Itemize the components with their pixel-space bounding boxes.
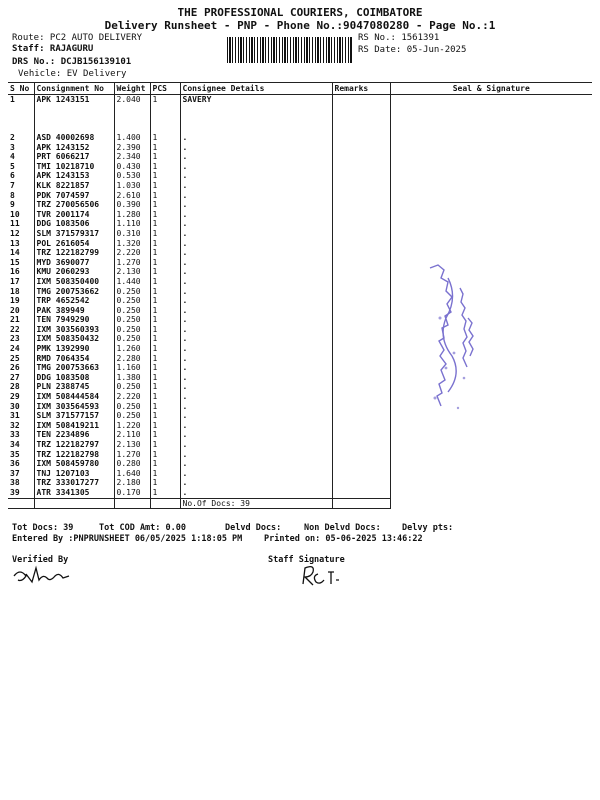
row-pcs: 1	[150, 402, 180, 412]
row-remarks	[332, 143, 390, 153]
col-pcs: PCS	[150, 83, 180, 95]
row-consignment-no: DDG 1083508	[34, 373, 114, 383]
row-sno: 23	[10, 334, 20, 344]
row-remarks	[332, 334, 390, 344]
row-pcs: 1	[150, 325, 180, 335]
row-sno: 39	[10, 487, 20, 497]
row-remarks	[332, 382, 390, 392]
row-sno: 33	[10, 430, 20, 440]
row-pcs: 1	[150, 162, 180, 172]
row-consignee: .	[180, 363, 332, 373]
row-consignee: .	[180, 296, 332, 306]
row-sno: 37	[10, 468, 20, 478]
row-pcs: 1	[150, 277, 180, 287]
row-sno: 35	[10, 449, 20, 459]
row-consignee: .	[180, 382, 332, 392]
row-consignee: .	[180, 210, 332, 220]
row-consignment-no: TMI 10218710	[34, 162, 114, 172]
row-sno: 4	[10, 152, 15, 162]
row-remarks	[332, 181, 390, 191]
vehicle-label: Vehicle: EV Delivery	[18, 69, 127, 79]
row-remarks	[332, 287, 390, 297]
row-pcs: 1	[150, 411, 180, 421]
row-consignment-no: TRZ 122182798	[34, 450, 114, 460]
row-pcs: 1	[150, 181, 180, 191]
col-signature: Seal & Signature	[390, 83, 592, 95]
row-sno: 2	[10, 133, 15, 142]
row-remarks	[332, 296, 390, 306]
row-pcs: 1	[150, 334, 180, 344]
row-sno: 36	[10, 459, 20, 469]
row-remarks	[332, 469, 390, 479]
row-consignment-no: RMD 7064354	[34, 354, 114, 364]
row-consignee: .	[180, 315, 332, 325]
row-weight: 2.110	[114, 430, 150, 440]
docs-count-cell	[8, 498, 34, 509]
row-weight: 1.270	[114, 258, 150, 268]
row-weight: 1.110	[114, 219, 150, 229]
row-remarks	[332, 440, 390, 450]
row-consignee: .	[180, 219, 332, 229]
row-pcs: 1	[150, 344, 180, 354]
row-consignment-no: POL 2616054	[34, 239, 114, 249]
row-consignment-no: PAK 389949	[34, 306, 114, 316]
row-weight: 0.280	[114, 459, 150, 469]
row-remarks	[332, 277, 390, 287]
row-pcs: 1	[150, 229, 180, 239]
row-consignment-no: IXM 508350432	[34, 334, 114, 344]
row-consignment-no: APK 1243151	[34, 95, 114, 134]
row-consignee: .	[180, 162, 332, 172]
row-pcs: 1	[150, 287, 180, 297]
row-consignee: .	[180, 191, 332, 201]
row-remarks	[332, 325, 390, 335]
row-consignment-no: KLK 8221857	[34, 181, 114, 191]
row-weight: 2.280	[114, 354, 150, 364]
docs-count-cell	[34, 498, 114, 509]
row-remarks	[332, 478, 390, 488]
row-sno: 17	[10, 276, 20, 286]
row-weight: 2.220	[114, 392, 150, 402]
row-sno: 10	[10, 209, 20, 219]
row-weight: 0.250	[114, 382, 150, 392]
row-sno: 26	[10, 363, 20, 373]
row-remarks	[332, 354, 390, 364]
row-consignee: .	[180, 411, 332, 421]
row-consignee: .	[180, 373, 332, 383]
col-weight: Weight	[114, 83, 150, 95]
row-weight: 0.250	[114, 334, 150, 344]
col-remarks: Remarks	[332, 83, 390, 95]
rs-number: RS No.: 1561391	[358, 33, 440, 43]
row-pcs: 1	[150, 478, 180, 488]
row-remarks	[332, 373, 390, 383]
row-consignment-no: PMK 1392990	[34, 344, 114, 354]
row-weight: 1.400	[114, 133, 150, 143]
row-weight: 1.320	[114, 239, 150, 249]
row-sno: 32	[10, 420, 20, 430]
row-weight: 2.130	[114, 267, 150, 277]
row-sno: 15	[10, 257, 20, 267]
row-consignee: .	[180, 200, 332, 210]
row-pcs: 1	[150, 450, 180, 460]
row-sno: 5	[10, 161, 15, 171]
row-consignment-no: IXM 303560393	[34, 325, 114, 335]
table-header-row	[8, 83, 592, 95]
row-consignee: .	[180, 143, 332, 153]
row-sno: 31	[10, 411, 20, 421]
row-remarks	[332, 95, 390, 134]
row-weight: 2.180	[114, 478, 150, 488]
row-pcs: 1	[150, 191, 180, 201]
rs-date: RS Date: 05-Jun-2025	[358, 45, 467, 55]
row-consignment-no: TRZ 122182799	[34, 248, 114, 258]
row-sno: 16	[10, 267, 20, 277]
row-sno: 24	[10, 344, 20, 354]
row-consignee: .	[180, 267, 332, 277]
row-consignee: .	[180, 450, 332, 460]
row-consignment-no: IXM 508459780	[34, 459, 114, 469]
row-consignment-no: SLM 371577157	[34, 411, 114, 421]
row-consignment-no: IXM 508350400	[34, 277, 114, 287]
row-consignee: .	[180, 248, 332, 258]
row-sno: 14	[10, 248, 20, 258]
row-pcs: 1	[150, 267, 180, 277]
delivery-stamp	[420, 258, 480, 433]
col-consignment: Consignment No	[34, 83, 114, 95]
row-weight: 0.250	[114, 402, 150, 412]
row-sno: 6	[10, 171, 15, 181]
row-remarks	[332, 239, 390, 249]
staff-signature-label: Staff Signature	[268, 555, 345, 565]
row-consignee: .	[180, 440, 332, 450]
row-consignee: .	[180, 239, 332, 249]
row-remarks	[332, 402, 390, 412]
row-sno: 38	[10, 478, 20, 488]
row-consignment-no: TVR 2001174	[34, 210, 114, 220]
row-consignment-no: MYD 3690077	[34, 258, 114, 268]
row-sno: 7	[10, 180, 15, 190]
row-remarks	[332, 450, 390, 460]
row-remarks	[332, 306, 390, 316]
row-weight: 2.610	[114, 191, 150, 201]
row-consignee: .	[180, 181, 332, 191]
runsheet-subtitle: Delivery Runsheet - PNP - Phone No.:9047080280 - Page No.:1	[104, 19, 496, 32]
row-sno: 11	[10, 219, 20, 229]
row-weight: 1.160	[114, 363, 150, 373]
delivered-docs: Delvd Docs:	[225, 523, 282, 533]
row-consignment-no: PRT 6066217	[34, 152, 114, 162]
row-weight: 2.040	[114, 95, 150, 134]
table-row	[8, 95, 592, 134]
row-remarks	[332, 162, 390, 172]
row-remarks	[332, 315, 390, 325]
row-remarks	[332, 248, 390, 258]
row-remarks	[332, 152, 390, 162]
row-pcs: 1	[150, 296, 180, 306]
docs-count-cell	[332, 498, 390, 509]
row-pcs: 1	[150, 200, 180, 210]
row-consignee: .	[180, 488, 332, 498]
row-consignee: .	[180, 459, 332, 469]
row-pcs: 1	[150, 133, 180, 143]
row-consignment-no: ATR 3341305	[34, 488, 114, 498]
row-weight: 1.380	[114, 373, 150, 383]
row-consignee: .	[180, 344, 332, 354]
staff-label: Staff: RAJAGURU	[12, 44, 94, 54]
delivery-points: Delvy pts:	[402, 523, 454, 533]
row-remarks	[332, 344, 390, 354]
row-consignment-no: IXM 303564593	[34, 402, 114, 412]
row-consignment-no: ASD 40002698	[34, 133, 114, 143]
row-pcs: 1	[150, 459, 180, 469]
staff-signature-icon	[300, 562, 340, 588]
row-pcs: 1	[150, 95, 180, 134]
row-consignee: .	[180, 392, 332, 402]
row-weight: 1.640	[114, 469, 150, 479]
row-consignee: .	[180, 258, 332, 268]
row-consignment-no: IXM 508419211	[34, 421, 114, 431]
row-consignee: SAVERY	[180, 95, 332, 134]
row-pcs: 1	[150, 315, 180, 325]
row-pcs: 1	[150, 382, 180, 392]
row-weight: 0.390	[114, 200, 150, 210]
row-weight: 1.270	[114, 450, 150, 460]
drs-number: DRS No.: DCJB156139101	[12, 57, 132, 67]
row-sno: 30	[10, 401, 20, 411]
row-weight: 0.250	[114, 296, 150, 306]
row-remarks	[332, 229, 390, 239]
row-sno: 27	[10, 372, 20, 382]
row-sno: 3	[10, 142, 15, 152]
row-consignee: .	[180, 334, 332, 344]
row-remarks	[332, 171, 390, 181]
row-weight: 2.220	[114, 248, 150, 258]
col-sno: S No	[8, 83, 34, 95]
row-consignment-no: SLM 371579317	[34, 229, 114, 239]
row-remarks	[332, 421, 390, 431]
row-sno: 13	[10, 238, 20, 248]
row-pcs: 1	[150, 210, 180, 220]
row-consignee: .	[180, 325, 332, 335]
printed-on: Printed on: 05-06-2025 13:46:22	[264, 534, 423, 544]
row-sno: 22	[10, 324, 20, 334]
row-remarks	[332, 210, 390, 220]
row-consignment-no: TRP 4652542	[34, 296, 114, 306]
row-sno: 8	[10, 190, 15, 200]
non-delivered-docs: Non Delvd Docs:	[304, 523, 381, 533]
row-weight: 0.250	[114, 287, 150, 297]
row-remarks	[332, 459, 390, 469]
row-consignee: .	[180, 354, 332, 364]
row-sno: 28	[10, 382, 20, 392]
row-sno: 29	[10, 392, 20, 402]
row-consignee: .	[180, 469, 332, 479]
row-remarks	[332, 363, 390, 373]
barcode-icon	[227, 37, 352, 63]
row-remarks	[332, 267, 390, 277]
row-consignee: .	[180, 421, 332, 431]
row-remarks	[332, 191, 390, 201]
row-consignee: .	[180, 171, 332, 181]
no-of-docs: No.Of Docs: 39	[180, 498, 332, 509]
row-sno: 20	[10, 305, 20, 315]
row-weight: 0.250	[114, 325, 150, 335]
row-pcs: 1	[150, 421, 180, 431]
row-remarks	[332, 219, 390, 229]
row-consignment-no: TRZ 333017277	[34, 478, 114, 488]
row-sno: 1	[10, 95, 15, 104]
row-consignment-no: TRZ 270056506	[34, 200, 114, 210]
verifier-signature-icon	[12, 562, 74, 586]
row-weight: 0.530	[114, 171, 150, 181]
row-remarks	[332, 133, 390, 143]
row-sno: 19	[10, 296, 20, 306]
row-consignment-no: TEN 2234896	[34, 430, 114, 440]
row-remarks	[332, 488, 390, 498]
row-consignee: .	[180, 152, 332, 162]
runsheet-table	[8, 82, 592, 509]
docs-count-cell	[114, 498, 150, 509]
row-pcs: 1	[150, 469, 180, 479]
col-consignee: Consignee Details	[180, 83, 332, 95]
row-consignment-no: IXM 508444584	[34, 392, 114, 402]
row-weight: 1.280	[114, 210, 150, 220]
row-consignment-no: TMG 200753662	[34, 287, 114, 297]
row-pcs: 1	[150, 488, 180, 498]
row-remarks	[332, 411, 390, 421]
row-pcs: 1	[150, 152, 180, 162]
row-sno: 12	[10, 228, 20, 238]
row-weight: 0.250	[114, 306, 150, 316]
row-pcs: 1	[150, 373, 180, 383]
row-sno: 18	[10, 286, 20, 296]
row-consignee: .	[180, 478, 332, 488]
row-pcs: 1	[150, 354, 180, 364]
row-pcs: 1	[150, 363, 180, 373]
row-consignee: .	[180, 402, 332, 412]
row-consignment-no: TNJ 1207103	[34, 469, 114, 479]
row-consignee: .	[180, 277, 332, 287]
row-pcs: 1	[150, 239, 180, 249]
row-weight: 2.390	[114, 143, 150, 153]
row-consignee: .	[180, 133, 332, 143]
company-title: THE PROFESSIONAL COURIERS, COIMBATORE	[177, 6, 423, 19]
total-docs: Tot Docs: 39	[12, 523, 74, 533]
row-weight: 1.220	[114, 421, 150, 431]
row-weight: 0.250	[114, 315, 150, 325]
row-weight: 0.310	[114, 229, 150, 239]
row-weight: 2.130	[114, 440, 150, 450]
row-pcs: 1	[150, 392, 180, 402]
row-consignee: .	[180, 306, 332, 316]
docs-count-cell	[150, 498, 180, 509]
row-consignment-no: APK 1243153	[34, 171, 114, 181]
row-pcs: 1	[150, 430, 180, 440]
row-sno: 25	[10, 353, 20, 363]
row-remarks	[332, 200, 390, 210]
row-pcs: 1	[150, 306, 180, 316]
row-remarks	[332, 430, 390, 440]
row-consignment-no: DDG 1083506	[34, 219, 114, 229]
row-consignee: .	[180, 430, 332, 440]
row-weight: 1.440	[114, 277, 150, 287]
row-weight: 0.430	[114, 162, 150, 172]
row-consignment-no: TRZ 122182797	[34, 440, 114, 450]
row-consignment-no: TMG 200753663	[34, 363, 114, 373]
row-consignee: .	[180, 229, 332, 239]
route-label: Route: PC2 AUTO DELIVERY	[12, 33, 143, 43]
row-remarks	[332, 392, 390, 402]
row-consignment-no: PLN 2388745	[34, 382, 114, 392]
row-consignment-no: TEN 7949290	[34, 315, 114, 325]
row-consignment-no: KMU 2060293	[34, 267, 114, 277]
row-weight: 1.260	[114, 344, 150, 354]
row-weight: 0.170	[114, 488, 150, 498]
row-consignment-no: PDK 7074597	[34, 191, 114, 201]
row-sno: 34	[10, 440, 20, 449]
row-pcs: 1	[150, 258, 180, 268]
row-consignee: .	[180, 287, 332, 297]
total-cod: Tot COD Amt: 0.00	[99, 523, 186, 533]
row-pcs: 1	[150, 171, 180, 181]
row-weight: 1.030	[114, 181, 150, 191]
row-pcs: 1	[150, 143, 180, 153]
verified-by-label: Verified By	[12, 555, 69, 565]
row-weight: 2.340	[114, 152, 150, 162]
row-weight: 0.250	[114, 411, 150, 421]
row-pcs: 1	[150, 248, 180, 258]
row-pcs: 1	[150, 440, 180, 450]
entered-by: Entered By :PNPRUNSHEET 06/05/2025 1:18:05 PM	[12, 534, 243, 544]
row-remarks	[332, 258, 390, 268]
row-sno: 21	[10, 315, 20, 325]
row-sno: 9	[10, 200, 15, 210]
row-consignment-no: APK 1243152	[34, 143, 114, 153]
row-pcs: 1	[150, 219, 180, 229]
